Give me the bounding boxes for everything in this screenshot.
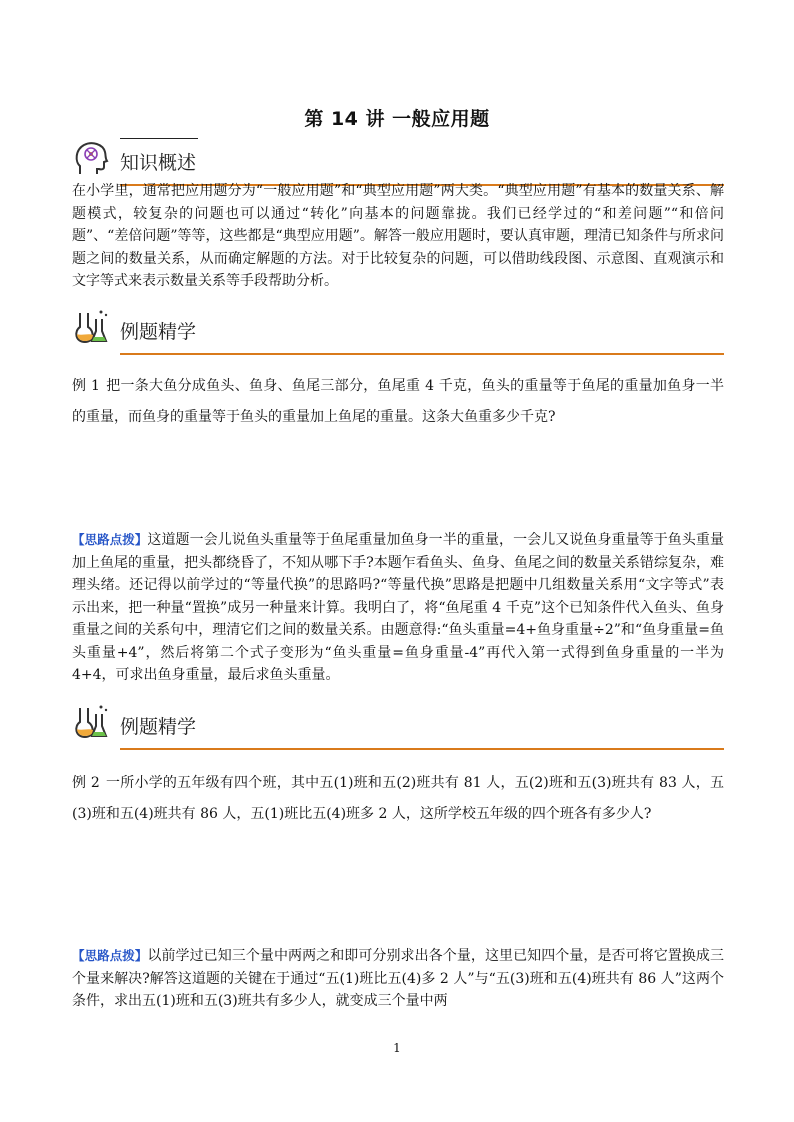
page-number: 1 xyxy=(393,1041,401,1055)
hint-label: 【思路点拨】 xyxy=(72,948,148,963)
knowledge-paragraph: 在小学里，通常把应用题分为“一般应用题”和“典型应用题”两大类。“典型应用题”有基本的数量关系、解题模式，较复杂的问题也可以通过“转化”向基本的问题靠拢。我们已经学过的“和差问题”“和倍问题”、“差倍问题”等等，这些都是“典型应用题”。解答一般应用题时，要认真审题，理清已知条件与所求问题之间的数量关系，从而确定解题的方法。对于比较复杂的问题，可以借助线段图、示意图、直观演示和文字等式来表示数量关系等手段帮助分析。 xyxy=(72,183,724,289)
header-top-rule xyxy=(120,138,198,139)
hint-text: 这道题一会儿说鱼头重量等于鱼尾重量加鱼身一半的重量，一会儿又说鱼身重量等于鱼头重量加上鱼尾的重量，把头都绕昏了，不知从哪下手?本题乍看鱼头、鱼身、鱼尾之间的数量关系错综复杂，难理头绪。还记得以前学过的“等量代换”的思路吗?“等量代换”思路是把题中几组数量关系用“文字等式”表示出来，把一种量“置换”成另一种量来计算。我明白了，将“鱼尾重 4 千克”这个已知条件代入鱼头、鱼身重量之间的关系句中，理清它们之间的数量关系。由题意得:“鱼头重量=4+鱼身重量÷2”和“鱼身重量=鱼头重量+4”，然后将第二个式子变形为“鱼头重量=鱼身重量-4”再代入第一式得到鱼身重量的一半为 4+4，可求出鱼身重量，最后求鱼头重量。 xyxy=(72,532,724,683)
example-text: 一所小学的五年级有四个班，其中五(1)班和五(2)班共有 81 人，五(2)班和五(3)班共有 83 人，五(3)班和五(4)班共有 86 人，五(1)班比五(4)班多 2 人，这所学校五年级的四个班各有多少人? xyxy=(72,775,724,822)
example-label: 例 1 xyxy=(72,378,100,394)
example2-hint xyxy=(72,945,724,1013)
header-underline xyxy=(120,748,724,750)
section-heading: 例题精学 xyxy=(120,321,197,343)
example2-problem xyxy=(72,768,724,830)
page-title: 第 14 讲 一般应用题 xyxy=(304,108,490,130)
brain-head-icon xyxy=(72,138,112,178)
example2-section-header xyxy=(72,700,724,750)
section-heading: 例题精学 xyxy=(120,716,197,738)
header-underline xyxy=(120,353,724,355)
hint-label: 【思路点拨】 xyxy=(72,532,148,547)
lab-flask-icon xyxy=(72,702,112,742)
example1-section-header xyxy=(72,305,724,355)
example1-problem xyxy=(72,371,724,433)
example-label: 例 2 xyxy=(72,775,100,791)
hint-text: 以前学过已知三个量中两两之和即可分别求出各个量，这里已知四个量，是否可将它置换成三个量来解决?解答这道题的关键在于通过“五(1)班比五(4)多 2 人”与“五(3)班和五(4)班共有 86 人”这两个条件，求出五(1)班和五(3)班共有多少人，就变成三个量中两 xyxy=(72,948,724,1009)
example1-hint xyxy=(72,529,724,687)
lab-flask-icon xyxy=(72,307,112,347)
knowledge-section-header xyxy=(72,136,724,186)
example-text: 把一条大鱼分成鱼头、鱼身、鱼尾三部分，鱼尾重 4 千克，鱼头的重量等于鱼尾的重量加鱼身一半的重量，而鱼身的重量等于鱼头的重量加上鱼尾的重量。这条大鱼重多少千克? xyxy=(72,378,724,425)
section-heading: 知识概述 xyxy=(120,152,197,174)
